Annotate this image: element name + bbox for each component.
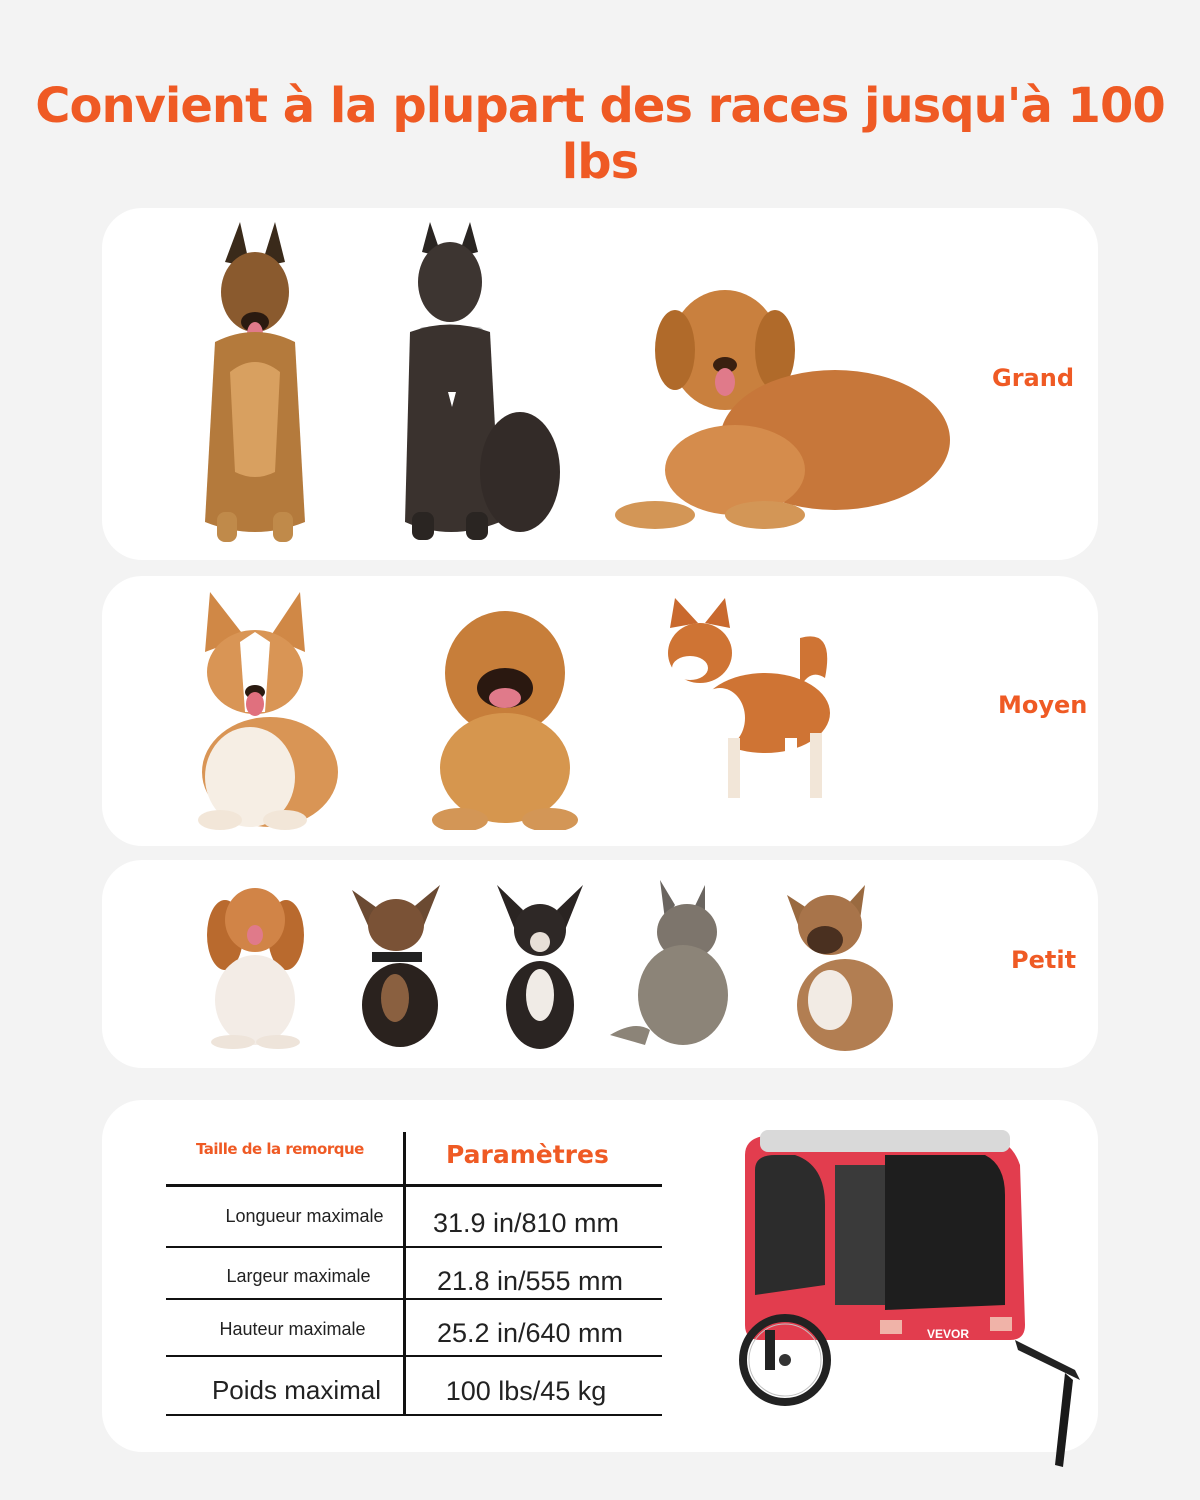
terrier-image xyxy=(605,880,740,1048)
cocker-spaniel-image xyxy=(203,880,308,1050)
golden-retriever-image xyxy=(615,270,950,535)
table-divider xyxy=(166,1355,662,1357)
table-row-value: 31.9 in/810 mm xyxy=(432,1208,620,1238)
table-row-value: 25.2 in/640 mm xyxy=(436,1318,624,1348)
table-row-value: 21.8 in/555 mm xyxy=(436,1266,624,1296)
category-label-large: Grand xyxy=(992,364,1074,392)
dog-trailer-image xyxy=(735,1125,1085,1475)
shiba-inu-image xyxy=(660,598,835,806)
table-header-params: Paramètres xyxy=(446,1140,609,1169)
chihuahua-brown-image xyxy=(350,880,460,1050)
table-divider xyxy=(166,1246,662,1248)
chow-chow-puppy-image xyxy=(425,598,585,830)
table-row-name: Poids maximal xyxy=(211,1375,382,1405)
chihuahua-black-image xyxy=(495,880,585,1052)
german-shepherd-image xyxy=(195,222,315,547)
table-row-name: Largeur maximale xyxy=(226,1266,371,1286)
trailer-brand-text: VEVOR xyxy=(927,1327,970,1341)
category-label-small: Petit xyxy=(1011,946,1077,974)
cane-corso-image xyxy=(400,222,560,544)
table-divider xyxy=(166,1298,662,1300)
table-row-value: 100 lbs/45 kg xyxy=(445,1376,607,1406)
spec-table xyxy=(166,1132,662,1418)
category-label-medium: Moyen xyxy=(998,691,1088,719)
table-row-name: Hauteur maximale xyxy=(219,1319,366,1339)
page-title: Convient à la plupart des races jusqu'à 100 lbs xyxy=(35,78,1165,190)
table-divider xyxy=(166,1414,662,1416)
corgi-image xyxy=(190,592,340,832)
french-bulldog-image xyxy=(785,880,900,1052)
table-header-size: Taille de la remorque xyxy=(196,1140,364,1158)
table-row-name: Longueur maximale xyxy=(225,1206,384,1226)
table-divider xyxy=(166,1184,662,1187)
